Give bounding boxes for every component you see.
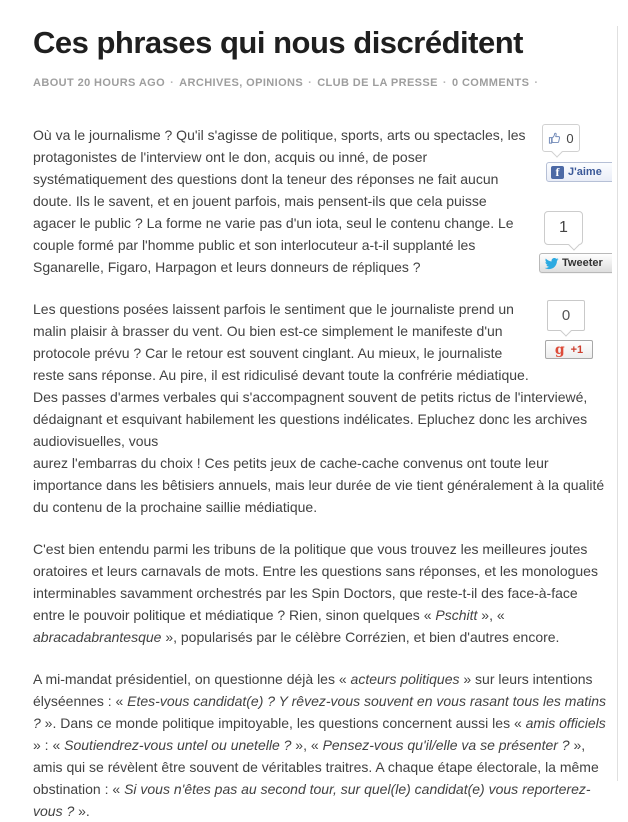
paragraph-text: A mi-mandat présidentiel, on questionne déjà les « [33,671,351,687]
quoted-term: abracadabrantesque [33,629,162,645]
quoted-term: Pschitt [435,607,478,623]
tweet-count [544,211,583,245]
facebook-like-button-label: J'aime [568,166,602,178]
quoted-question: Si vous n'êtes pas au second tour, sur quel(le) candidat(e) vous reporterez-vous ? [33,781,591,819]
page-title: Ces phrases qui nous discréditent [33,25,523,60]
google-plus-one-widget [537,300,612,359]
meta-separator: · [534,77,539,89]
paragraph-text: », amis qui se révèlent être souvent de véritables traitres. A chaque étape électorale, la même obstination : « [33,737,599,797]
plus-one-count-value: 0 [561,307,571,324]
meta-separator: · [170,77,175,89]
paragraph-2 [33,298,612,518]
tweet-button-label: Tweeter [562,257,603,269]
plus-one-count [547,300,585,331]
twitter-bird-icon [544,256,559,271]
post-categories-link[interactable]: ARCHIVES, OPINIONS [179,77,304,89]
plus-one-button[interactable] [545,340,593,359]
sidebar-divider [617,26,618,781]
meta-separator: · [442,77,447,89]
facebook-like-button[interactable] [546,162,612,182]
count-bubble-pointer [568,239,579,250]
tweet-count-value: 1 [559,219,568,236]
paragraph-text: C'est bien entendu parmi les tribuns de la politique que vous trouvez les meilleures joutes oratoires et leurs carnavals de mots. Entre les questions sans réponses, et les monologues interminables savamment orchestrés par les Spin Doctors, que reste-t-il des face-à-face entre le pouvoir politique et médiatique ? Rien, sinon quelques « [33,541,598,623]
post-timestamp: ABOUT 20 HOURS AGO [33,77,166,89]
tweet-button[interactable] [539,253,612,273]
twitter-share-widget [537,211,612,273]
thumbs-up-icon [548,131,562,145]
facebook-like-widget [537,124,612,182]
facebook-like-count [542,124,580,152]
paragraph-text: ». [74,803,90,819]
paragraph-text: ». Dans ce monde politique impitoyable, les questions concernent aussi les « [40,715,526,731]
paragraph-text: » sur leurs intentions élyséennes : « [33,671,593,709]
count-bubble-pointer [560,325,571,336]
post-meta [33,77,612,89]
paragraph-text: », « [291,737,323,753]
social-share-column [537,124,612,361]
plus-one-button-label: +1 [570,343,584,356]
paragraph-1 [33,124,612,278]
post-body [33,124,612,822]
facebook-like-count-value: 0 [566,130,574,146]
paragraph-text: Où va le journalisme ? Qu'il s'agisse de politique, sports, arts ou spectacles, les protagonistes de l'interview ont le don, acquis ou inné, de poser systématiquement des questions dont la teneur des réponses ne fait aucun doute. Ils le savent, et en jouent parfois, mais pensent-ils que cela puisse agacer le public ? La forme ne varie pas d'un iota, seul le contenu change. Le couple formé par l'homme public et son interlocuteur a-t-il supplanté les Sganarelle, Figaro, Harpagon et leurs donneurs de répliques ? [33,127,526,275]
quoted-question: Soutiendrez-vous untel ou unetelle ? [64,737,292,753]
post-source-link[interactable]: CLUB DE LA PRESSE [317,77,438,89]
google-logo-icon: g [554,341,565,358]
count-bubble-pointer [551,146,562,157]
paragraph-text: » : « [33,737,65,753]
blog-post-page [0,25,628,819]
paragraph-text: Les questions posées laissent parfois le sentiment que le journaliste prend un malin plaisir à brasser du vent. Ou bien est-ce simplement le manifeste d'un protocole prévu ? Car le retour est souvent cinglant. Au mieux, le journaliste reste sans réponse. Au pire, il est ridiculisé devant toute la confrérie médiatique. Des passes d'armes verbales qui s'accompagnent souvent de petits rictus de l'interviewé, dédaignant et esquivant habilement les questions indélicates. Epluchez donc les archives audiovisuelles, vous [33,301,588,449]
paragraph-text: aurez l'embarras du choix ! Ces petits jeux de cache-cache convenus ont toute leur importance dans les bêtisiers annuels, mais leur durée de vie tient généralement à la qualité du contenu de la prochaine saillie médiatique. [33,455,605,515]
paragraph-4 [33,668,612,822]
meta-separator: · [308,77,313,89]
paragraph-text: », popularisés par le célèbre Corrézien, et bien d'autres encore. [161,629,560,645]
post-comments-link[interactable]: 0 COMMENTS [451,77,530,89]
quoted-question: Etes-vous candidat(e) ? Y rêvez-vous souvent en vous rasant tous les matins ? [33,693,607,731]
quoted-term: acteurs politiques [350,671,460,687]
quoted-question: Pensez-vous qu'il/elle va se présenter ? [322,737,570,753]
paragraph-3 [33,538,612,648]
facebook-logo-icon: f [551,166,564,179]
paragraph-text: », « [477,607,505,623]
article [33,26,612,822]
quoted-term: amis officiels [525,715,606,731]
